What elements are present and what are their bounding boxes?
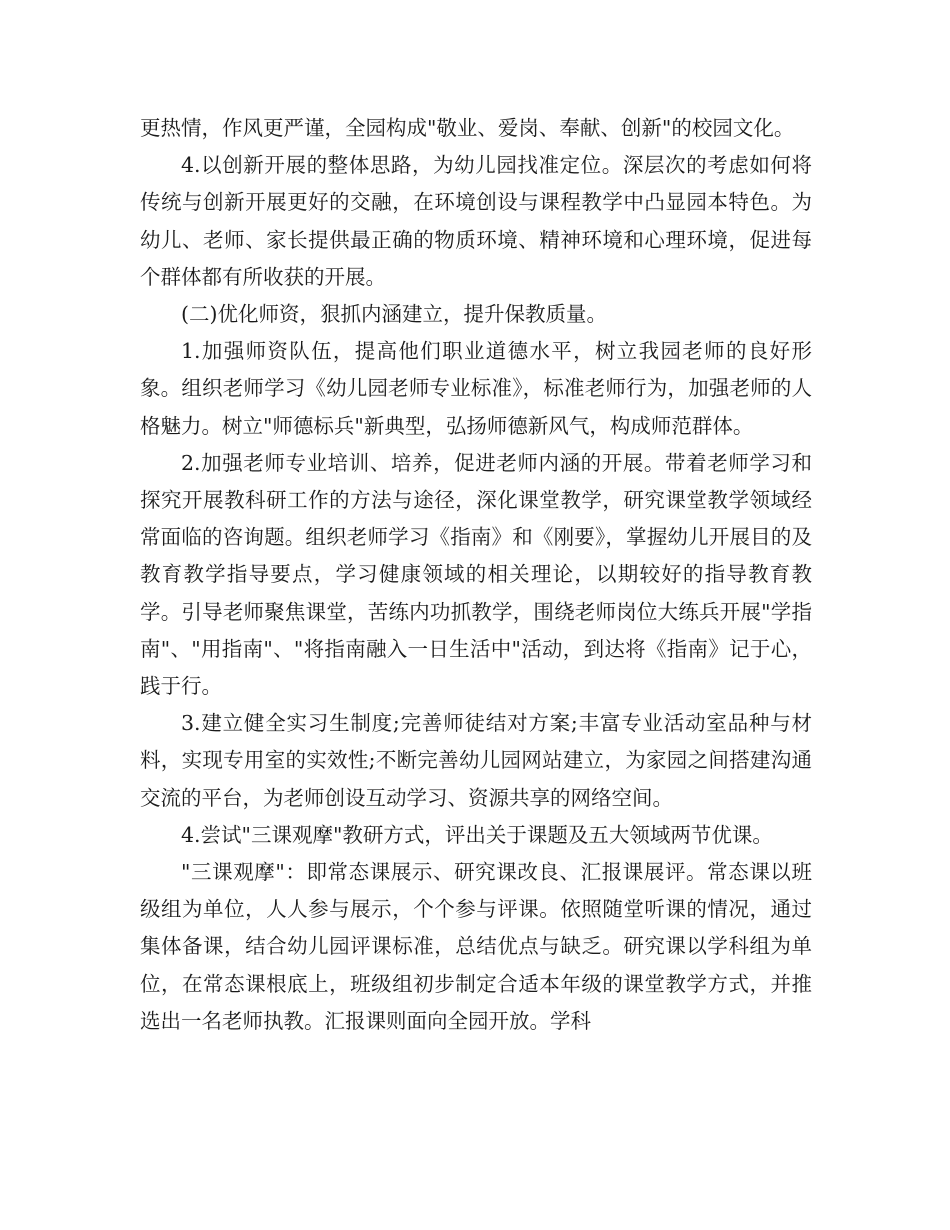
document-page [140,110,812,1040]
paragraph-2: 4.以创新开展的整体思路，为幼儿园找准定位。深层次的考虑如何将传统与创新开展更好的交融，在环境创设与课程教学中凸显园本特色。为幼儿、老师、家长提供最正确的物质环境、精神环境和心理环境，促进每个群体都有所收获的开展。 [140,153,812,289]
paragraph-3: 1.加强师资队伍，提高他们职业道德水平，树立我园老师的良好形象。组织老师学习《幼儿园老师专业标准》，标准老师行为，加强老师的人格魅力。树立"师德标兵"新典型，弘扬师德新风气，构成师范群体。 [140,339,812,438]
paragraph-7: "三课观摩"：即常态课展示、研究课改良、汇报课展评。常态课以班级组为单位，人人参与展示，个个参与评课。依照随堂听课的情况，通过集体备课，结合幼儿园评课标准，总结优点与缺乏。研究课以学科组为单位，在常态课根底上，班级组初步制定合适本年级的课堂教学方式，并推选出一名老师执教。汇报课则面向全园开放。学科 [140,860,812,1033]
paragraph-5: 3.建立健全实习生制度;完善师徒结对方案;丰富专业活动室品种与材料，实现专用室的实效性;不断完善幼儿园网站建立，为家园之间搭建沟通交流的平台，为老师创设互动学习、资源共享的网络空间。 [140,711,812,810]
paragraph-6: 4.尝试"三课观摩"教研方式，评出关于课题及五大领域两节优课。 [181,822,773,847]
section-heading: (二)优化师资，狠抓内涵建立，提升保教质量。 [181,302,607,327]
paragraph-4: 2.加强老师专业培训、培养，促进老师内涵的开展。带着老师学习和探究开展教科研工作的方法与途径，深化课堂教学，研究课堂教学领域经常面临的咨询题。组织老师学习《指南》和《刚要》，掌握幼儿开展目的及教育教学指导要点，学习健康领域的相关理论，以期较好的指导教育教学。引导老师聚焦课堂，苦练内功抓教学，围绕老师岗位大练兵开展"学指南"、"用指南"、"将指南融入一日生活中"活动，到达将《指南》记于心，践于行。 [140,450,812,699]
paragraph-1: 更热情，作风更严谨，全园构成"敬业、爱岗、奉献、创新"的校园文化。 [140,116,795,140]
